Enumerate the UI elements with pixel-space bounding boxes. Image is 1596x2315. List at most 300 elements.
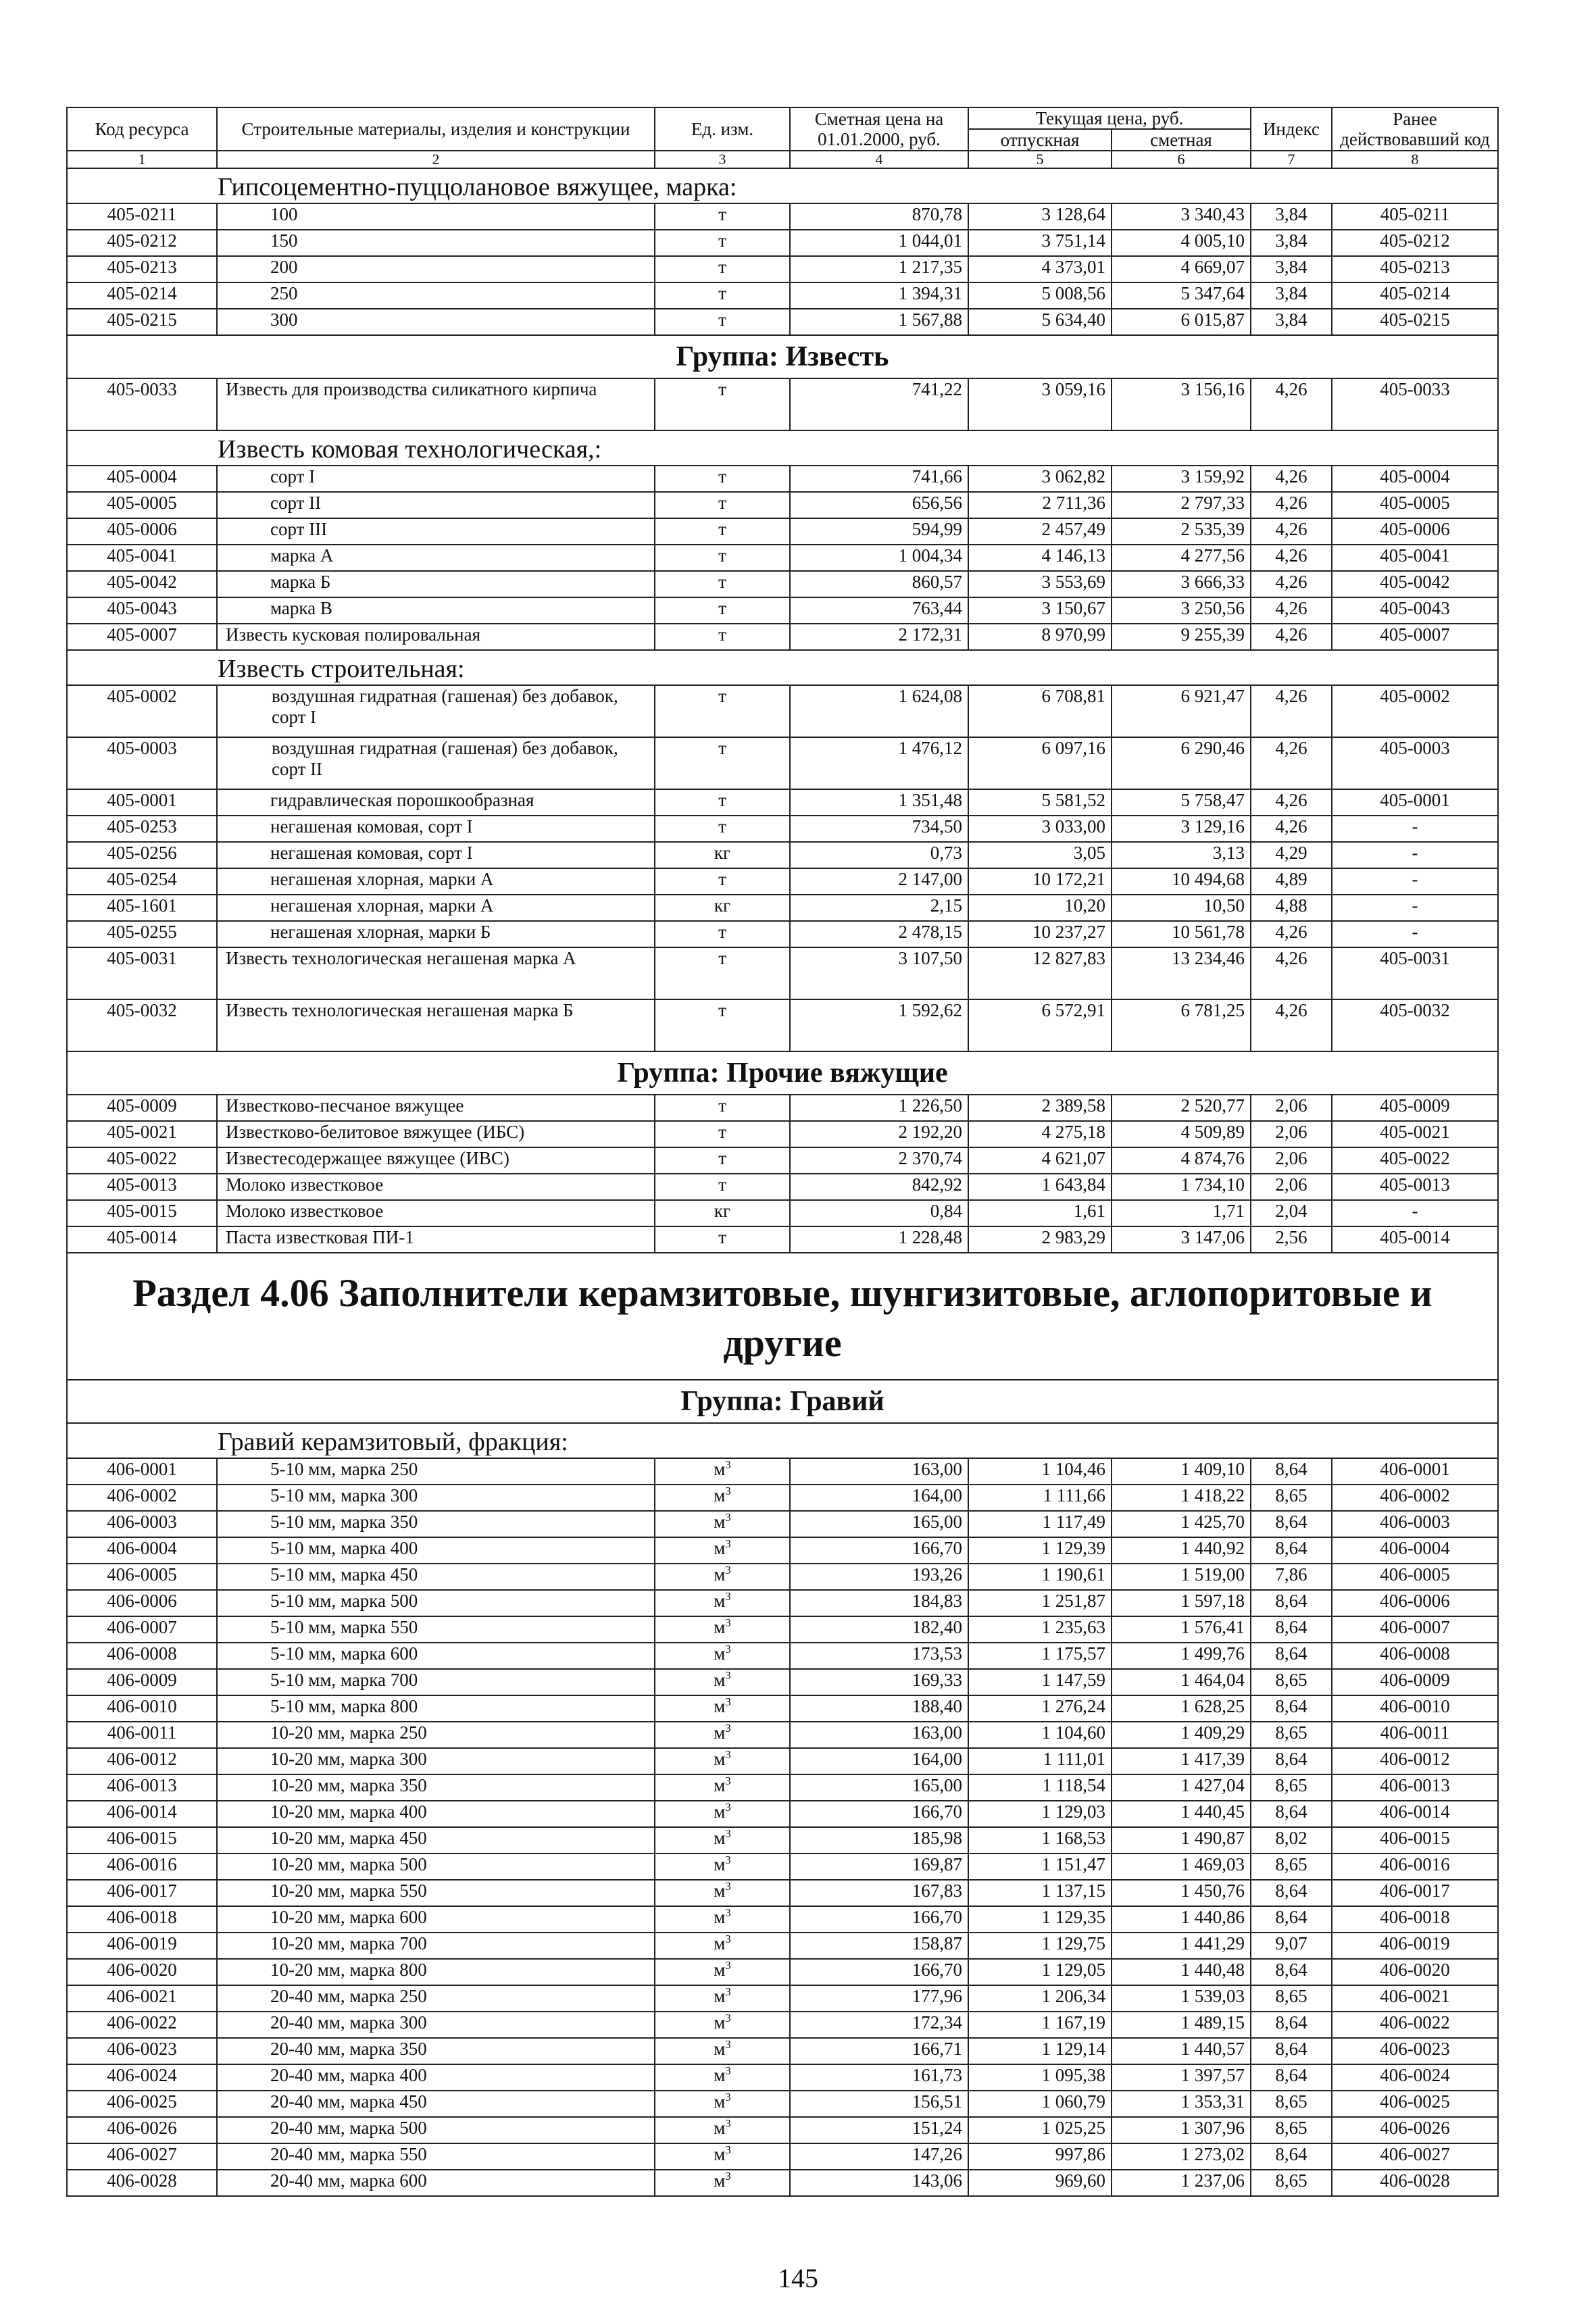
price-index: 8,65 (1251, 1669, 1332, 1695)
release-price: 10 237,27 (968, 921, 1112, 947)
base-price: 860,57 (790, 571, 968, 597)
resource-code: 406-0027 (67, 2143, 217, 2170)
unit: $м^3$ (655, 1801, 790, 1827)
previous-code: 406-0023 (1332, 2038, 1498, 2064)
subheading-row (67, 430, 1498, 466)
estimate-price: 1 425,70 (1112, 1511, 1251, 1537)
table-row (67, 999, 1498, 1051)
unit: т (655, 545, 790, 571)
table-row (67, 1959, 1498, 1985)
resource-code: 406-0026 (67, 2117, 217, 2143)
table-row (67, 1774, 1498, 1801)
unit: т (655, 624, 790, 650)
unit: т (655, 230, 790, 256)
price-index: 8,65 (1251, 1485, 1332, 1511)
unit: т (655, 203, 790, 230)
previous-code: 406-0006 (1332, 1590, 1498, 1616)
release-price: 4 373,01 (968, 256, 1112, 282)
price-index: 4,26 (1251, 737, 1332, 789)
base-price: 741,22 (790, 378, 968, 430)
base-price: 163,00 (790, 1722, 968, 1748)
price-index: 4,26 (1251, 685, 1332, 737)
previous-code: 406-0027 (1332, 2143, 1498, 2170)
resource-code: 406-0011 (67, 1722, 217, 1748)
estimate-price: 10,50 (1112, 895, 1251, 921)
group-row (67, 1380, 1498, 1423)
base-price: 2,15 (790, 895, 968, 921)
table-row (67, 1880, 1498, 1906)
price-index: 8,65 (1251, 2170, 1332, 2196)
price-index: 8,64 (1251, 1880, 1332, 1906)
base-price: 177,96 (790, 1985, 968, 2012)
material-name: Паста известковая ПИ-1 (217, 1226, 655, 1253)
price-index: 4,26 (1251, 999, 1332, 1051)
unit: т (655, 921, 790, 947)
base-price: 169,33 (790, 1669, 968, 1695)
base-price: 166,70 (790, 1959, 968, 1985)
resource-code: 405-0031 (67, 947, 217, 999)
price-index: 4,26 (1251, 624, 1332, 650)
material-name: 20-40 мм, марка 500 (217, 2117, 655, 2143)
estimate-price: 1 353,31 (1112, 2091, 1251, 2117)
estimate-price: 1 409,29 (1112, 1722, 1251, 1748)
material-name: 5-10 мм, марка 700 (217, 1669, 655, 1695)
resource-code: 405-0007 (67, 624, 217, 650)
unit: т (655, 378, 790, 430)
material-name: 250 (217, 282, 655, 309)
base-price: 172,34 (790, 2012, 968, 2038)
release-price: 4 275,18 (968, 1121, 1112, 1147)
base-price: 185,98 (790, 1827, 968, 1853)
table-row (67, 466, 1498, 492)
unit: т (655, 1121, 790, 1147)
resource-code: 405-0211 (67, 203, 217, 230)
estimate-price: 3 666,33 (1112, 571, 1251, 597)
material-name: Молоко известковое (217, 1200, 655, 1226)
resource-code: 405-0005 (67, 492, 217, 518)
previous-code: 406-0015 (1332, 1827, 1498, 1853)
previous-code: 406-0016 (1332, 1853, 1498, 1880)
table-row (67, 1174, 1498, 1200)
table-row (67, 545, 1498, 571)
estimate-price: 1 628,25 (1112, 1695, 1251, 1722)
unit: кг (655, 1200, 790, 1226)
estimate-price: 1 499,76 (1112, 1643, 1251, 1669)
previous-code: 406-0014 (1332, 1801, 1498, 1827)
release-price: 1 129,03 (968, 1801, 1112, 1827)
base-price: 147,26 (790, 2143, 968, 2170)
previous-code: 405-0005 (1332, 492, 1498, 518)
table-row (67, 571, 1498, 597)
release-price: 3 033,00 (968, 816, 1112, 842)
estimate-price: 1 489,15 (1112, 2012, 1251, 2038)
material-name: негашеная хлорная, марки А (217, 868, 655, 895)
release-price: 2 389,58 (968, 1095, 1112, 1121)
price-index: 3,84 (1251, 309, 1332, 335)
price-index: 4,26 (1251, 545, 1332, 571)
header-index: Индекс (1251, 107, 1332, 151)
base-price: 656,56 (790, 492, 968, 518)
unit: т (655, 571, 790, 597)
price-index: 8,64 (1251, 1959, 1332, 1985)
release-price: 1 129,75 (968, 1933, 1112, 1959)
base-price: 164,00 (790, 1485, 968, 1511)
unit: $м^3$ (655, 1827, 790, 1853)
material-name: 20-40 мм, марка 600 (217, 2170, 655, 2196)
table-row (67, 921, 1498, 947)
estimate-price: 9 255,39 (1112, 624, 1251, 650)
material-name: 20-40 мм, марка 250 (217, 1985, 655, 2012)
previous-code: 406-0010 (1332, 1695, 1498, 1722)
price-index: 8,64 (1251, 2143, 1332, 2170)
release-price: 997,86 (968, 2143, 1112, 2170)
previous-code: 405-0006 (1332, 518, 1498, 545)
resource-code: 406-0028 (67, 2170, 217, 2196)
price-index: 8,64 (1251, 2012, 1332, 2038)
previous-code: 405-0001 (1332, 789, 1498, 816)
header-unit: Ед. изм. (655, 107, 790, 151)
resource-code: 405-0002 (67, 685, 217, 737)
price-index: 8,64 (1251, 1643, 1332, 1669)
material-name: марка В (217, 597, 655, 624)
table-row (67, 1827, 1498, 1853)
estimate-price: 6 921,47 (1112, 685, 1251, 737)
base-price: 163,00 (790, 1458, 968, 1485)
price-index: 2,06 (1251, 1121, 1332, 1147)
material-name: 20-40 мм, марка 450 (217, 2091, 655, 2117)
estimate-price: 1 490,87 (1112, 1827, 1251, 1853)
previous-code: 406-0012 (1332, 1748, 1498, 1774)
header-previous-code: Ранее действовавший код (1332, 107, 1498, 151)
price-index: 8,64 (1251, 1458, 1332, 1485)
column-numbers-row (67, 151, 1498, 168)
resource-code: 405-0014 (67, 1226, 217, 1253)
estimate-price: 1 440,92 (1112, 1537, 1251, 1564)
resource-code: 406-0019 (67, 1933, 217, 1959)
price-index: 4,88 (1251, 895, 1332, 921)
base-price: 1 567,88 (790, 309, 968, 335)
previous-code: 406-0001 (1332, 1458, 1498, 1485)
price-index: 2,56 (1251, 1226, 1332, 1253)
base-price: 2 370,74 (790, 1147, 968, 1174)
release-price: 6 708,81 (968, 685, 1112, 737)
base-price: 0,73 (790, 842, 968, 868)
material-name: воздушная гидратная (гашеная) без добавок, сорт I (217, 685, 655, 737)
material-name: 150 (217, 230, 655, 256)
material-name: Молоко известковое (217, 1174, 655, 1200)
resource-code: 406-0006 (67, 1590, 217, 1616)
unit: $м^3$ (655, 1853, 790, 1880)
estimate-price: 3 250,56 (1112, 597, 1251, 624)
header-release-price: отпускная (968, 129, 1112, 151)
release-price: 1 137,15 (968, 1880, 1112, 1906)
estimate-price: 10 494,68 (1112, 868, 1251, 895)
material-name: воздушная гидратная (гашеная) без добавок, сорт II (217, 737, 655, 789)
header-code: Код ресурса (67, 107, 217, 151)
material-name: 5-10 мм, марка 400 (217, 1537, 655, 1564)
release-price: 3 128,64 (968, 203, 1112, 230)
release-price: 12 827,83 (968, 947, 1112, 999)
unit: $м^3$ (655, 1748, 790, 1774)
table-row (67, 2170, 1498, 2196)
release-price: 1 129,05 (968, 1959, 1112, 1985)
base-price: 143,06 (790, 2170, 968, 2196)
table-row (67, 1564, 1498, 1590)
material-name: 5-10 мм, марка 450 (217, 1564, 655, 1590)
table-row (67, 1695, 1498, 1722)
resource-code: 405-0006 (67, 518, 217, 545)
price-index: 4,26 (1251, 947, 1332, 999)
resource-code: 405-0033 (67, 378, 217, 430)
resource-code: 406-0012 (67, 1748, 217, 1774)
column-number: 6 (1112, 151, 1251, 168)
base-price: 151,24 (790, 2117, 968, 2143)
unit: т (655, 737, 790, 789)
previous-code: 405-0009 (1332, 1095, 1498, 1121)
release-price: 1 118,54 (968, 1774, 1112, 1801)
table-row (67, 1933, 1498, 1959)
table-row (67, 309, 1498, 335)
resource-code: 405-0013 (67, 1174, 217, 1200)
base-price: 2 478,15 (790, 921, 968, 947)
estimate-price: 1 576,41 (1112, 1616, 1251, 1643)
base-price: 1 592,62 (790, 999, 968, 1051)
unit: $м^3$ (655, 2170, 790, 2196)
release-price: 1 129,14 (968, 2038, 1112, 2064)
estimate-price: 1 427,04 (1112, 1774, 1251, 1801)
table-row (67, 1147, 1498, 1174)
table-row (67, 492, 1498, 518)
column-number: 2 (217, 151, 655, 168)
table-row (67, 1485, 1498, 1511)
base-price: 1 351,48 (790, 789, 968, 816)
unit: $м^3$ (655, 2117, 790, 2143)
price-index: 4,26 (1251, 492, 1332, 518)
estimate-price: 5 347,64 (1112, 282, 1251, 309)
table-row (67, 1985, 1498, 2012)
estimate-price: 3 129,16 (1112, 816, 1251, 842)
group-title: Группа: Известь (67, 335, 1498, 378)
previous-code: 406-0020 (1332, 1959, 1498, 1985)
material-name: 5-10 мм, марка 550 (217, 1616, 655, 1643)
table-row (67, 624, 1498, 650)
resource-code: 406-0002 (67, 1485, 217, 1511)
table-row (67, 1200, 1498, 1226)
material-name: 20-40 мм, марка 550 (217, 2143, 655, 2170)
previous-code: 406-0011 (1332, 1722, 1498, 1748)
base-price: 763,44 (790, 597, 968, 624)
base-price: 2 192,20 (790, 1121, 968, 1147)
resource-code: 406-0004 (67, 1537, 217, 1564)
previous-code: 405-0003 (1332, 737, 1498, 789)
unit: т (655, 1174, 790, 1200)
price-index: 8,64 (1251, 1590, 1332, 1616)
header-estimate-price: сметная (1112, 129, 1251, 151)
unit: т (655, 816, 790, 842)
resource-code: 405-0009 (67, 1095, 217, 1121)
release-price: 2 711,36 (968, 492, 1112, 518)
table-row (67, 1095, 1498, 1121)
estimate-price: 4 874,76 (1112, 1147, 1251, 1174)
subheading-label: Известь комовая технологическая,: (67, 430, 1498, 466)
table-row (67, 1643, 1498, 1669)
resource-code: 406-0007 (67, 1616, 217, 1643)
table-row (67, 1853, 1498, 1880)
group-title: Группа: Прочие вяжущие (67, 1051, 1498, 1095)
resource-code: 405-0213 (67, 256, 217, 282)
material-name: 200 (217, 256, 655, 282)
price-index: 4,26 (1251, 518, 1332, 545)
material-name: 10-20 мм, марка 250 (217, 1722, 655, 1748)
resource-code: 405-0015 (67, 1200, 217, 1226)
previous-code: - (1332, 921, 1498, 947)
table-header (67, 107, 1498, 168)
material-name: сорт I (217, 466, 655, 492)
release-price: 1 643,84 (968, 1174, 1112, 1200)
resource-code: 406-0003 (67, 1511, 217, 1537)
material-name: 5-10 мм, марка 300 (217, 1485, 655, 1511)
table-row (67, 203, 1498, 230)
previous-code: 406-0008 (1332, 1643, 1498, 1669)
table-row (67, 1458, 1498, 1485)
unit: кг (655, 895, 790, 921)
release-price: 8 970,99 (968, 624, 1112, 650)
release-price: 2 457,49 (968, 518, 1112, 545)
release-price: 1 111,66 (968, 1485, 1112, 1511)
resource-code: 405-0256 (67, 842, 217, 868)
column-number: 3 (655, 151, 790, 168)
previous-code: 405-0031 (1332, 947, 1498, 999)
previous-code: 406-0028 (1332, 2170, 1498, 2196)
page-number: 145 (778, 2263, 818, 2293)
base-price: 1 044,01 (790, 230, 968, 256)
table-row (67, 1511, 1498, 1537)
base-price: 741,66 (790, 466, 968, 492)
price-index: 4,89 (1251, 868, 1332, 895)
base-price: 188,40 (790, 1695, 968, 1722)
estimate-price: 1 597,18 (1112, 1590, 1251, 1616)
table-row (67, 1669, 1498, 1695)
price-index: 8,64 (1251, 1695, 1332, 1722)
resource-price-table (66, 107, 1499, 2197)
release-price: 1 104,60 (968, 1722, 1112, 1748)
estimate-price: 1 307,96 (1112, 2117, 1251, 2143)
resource-code: 406-0009 (67, 1669, 217, 1695)
group-row (67, 1051, 1498, 1095)
resource-code: 406-0010 (67, 1695, 217, 1722)
material-name: 10-20 мм, марка 550 (217, 1880, 655, 1906)
previous-code: 405-0013 (1332, 1174, 1498, 1200)
subheading-label: Гипсоцементно-пуццолановое вяжущее, марка: (67, 168, 1498, 203)
table-row (67, 1537, 1498, 1564)
column-number: 1 (67, 151, 217, 168)
price-index: 4,26 (1251, 378, 1332, 430)
subheading-row (67, 1423, 1498, 1458)
material-name: 10-20 мм, марка 350 (217, 1774, 655, 1801)
material-name: негашеная комовая, сорт I (217, 842, 655, 868)
previous-code: - (1332, 895, 1498, 921)
table-row (67, 2038, 1498, 2064)
estimate-price: 1 441,29 (1112, 1933, 1251, 1959)
price-index: 2,06 (1251, 1095, 1332, 1121)
base-price: 842,92 (790, 1174, 968, 1200)
resource-code: 406-0025 (67, 2091, 217, 2117)
resource-code: 406-0022 (67, 2012, 217, 2038)
estimate-price: 3 340,43 (1112, 203, 1251, 230)
unit: $м^3$ (655, 1511, 790, 1537)
group-title: Группа: Гравий (67, 1380, 1498, 1423)
previous-code: 406-0003 (1332, 1511, 1498, 1537)
resource-code: 405-0215 (67, 309, 217, 335)
estimate-price: 4 005,10 (1112, 230, 1251, 256)
material-name: 10-20 мм, марка 450 (217, 1827, 655, 1853)
unit: $м^3$ (655, 1616, 790, 1643)
unit: т (655, 597, 790, 624)
price-index: 3,84 (1251, 256, 1332, 282)
table-row (67, 1226, 1498, 1253)
release-price: 1 190,61 (968, 1564, 1112, 1590)
resource-code: 406-0015 (67, 1827, 217, 1853)
previous-code: 406-0004 (1332, 1537, 1498, 1564)
price-index: 8,64 (1251, 1906, 1332, 1933)
material-name: Известь для производства силикатного кирпича (217, 378, 655, 430)
release-price: 1 167,19 (968, 2012, 1112, 2038)
table-row (67, 842, 1498, 868)
group-row (67, 335, 1498, 378)
unit: $м^3$ (655, 1643, 790, 1669)
unit: $м^3$ (655, 1537, 790, 1564)
release-price: 4 146,13 (968, 545, 1112, 571)
material-name: 10-20 мм, марка 500 (217, 1853, 655, 1880)
resource-code: 405-0032 (67, 999, 217, 1051)
material-name: 20-40 мм, марка 350 (217, 2038, 655, 2064)
table-row (67, 685, 1498, 737)
material-name: сорт III (217, 518, 655, 545)
price-index: 2,04 (1251, 1200, 1332, 1226)
unit: т (655, 685, 790, 737)
previous-code: 405-0021 (1332, 1121, 1498, 1147)
unit: т (655, 309, 790, 335)
estimate-price: 2 797,33 (1112, 492, 1251, 518)
unit: $м^3$ (655, 1880, 790, 1906)
table-row (67, 816, 1498, 842)
table-row (67, 2117, 1498, 2143)
estimate-price: 1 469,03 (1112, 1853, 1251, 1880)
release-price: 1 175,57 (968, 1643, 1112, 1669)
estimate-price: 1 734,10 (1112, 1174, 1251, 1200)
base-price: 2 172,31 (790, 624, 968, 650)
unit: $м^3$ (655, 1722, 790, 1748)
price-index: 8,64 (1251, 1537, 1332, 1564)
resource-code: 406-0013 (67, 1774, 217, 1801)
estimate-price: 2 520,77 (1112, 1095, 1251, 1121)
release-price: 1 104,46 (968, 1458, 1112, 1485)
estimate-price: 3 156,16 (1112, 378, 1251, 430)
base-price: 166,71 (790, 2038, 968, 2064)
table-row (67, 868, 1498, 895)
previous-code: 405-0041 (1332, 545, 1498, 571)
base-price: 1 004,34 (790, 545, 968, 571)
table-row (67, 378, 1498, 430)
estimate-price: 1 464,04 (1112, 1669, 1251, 1695)
release-price: 1,61 (968, 1200, 1112, 1226)
material-name: марка А (217, 545, 655, 571)
subheading-label: Известь строительная: (67, 650, 1498, 685)
resource-code: 405-0214 (67, 282, 217, 309)
material-name: марка Б (217, 571, 655, 597)
price-index: 8,64 (1251, 1511, 1332, 1537)
material-name: 5-10 мм, марка 500 (217, 1590, 655, 1616)
